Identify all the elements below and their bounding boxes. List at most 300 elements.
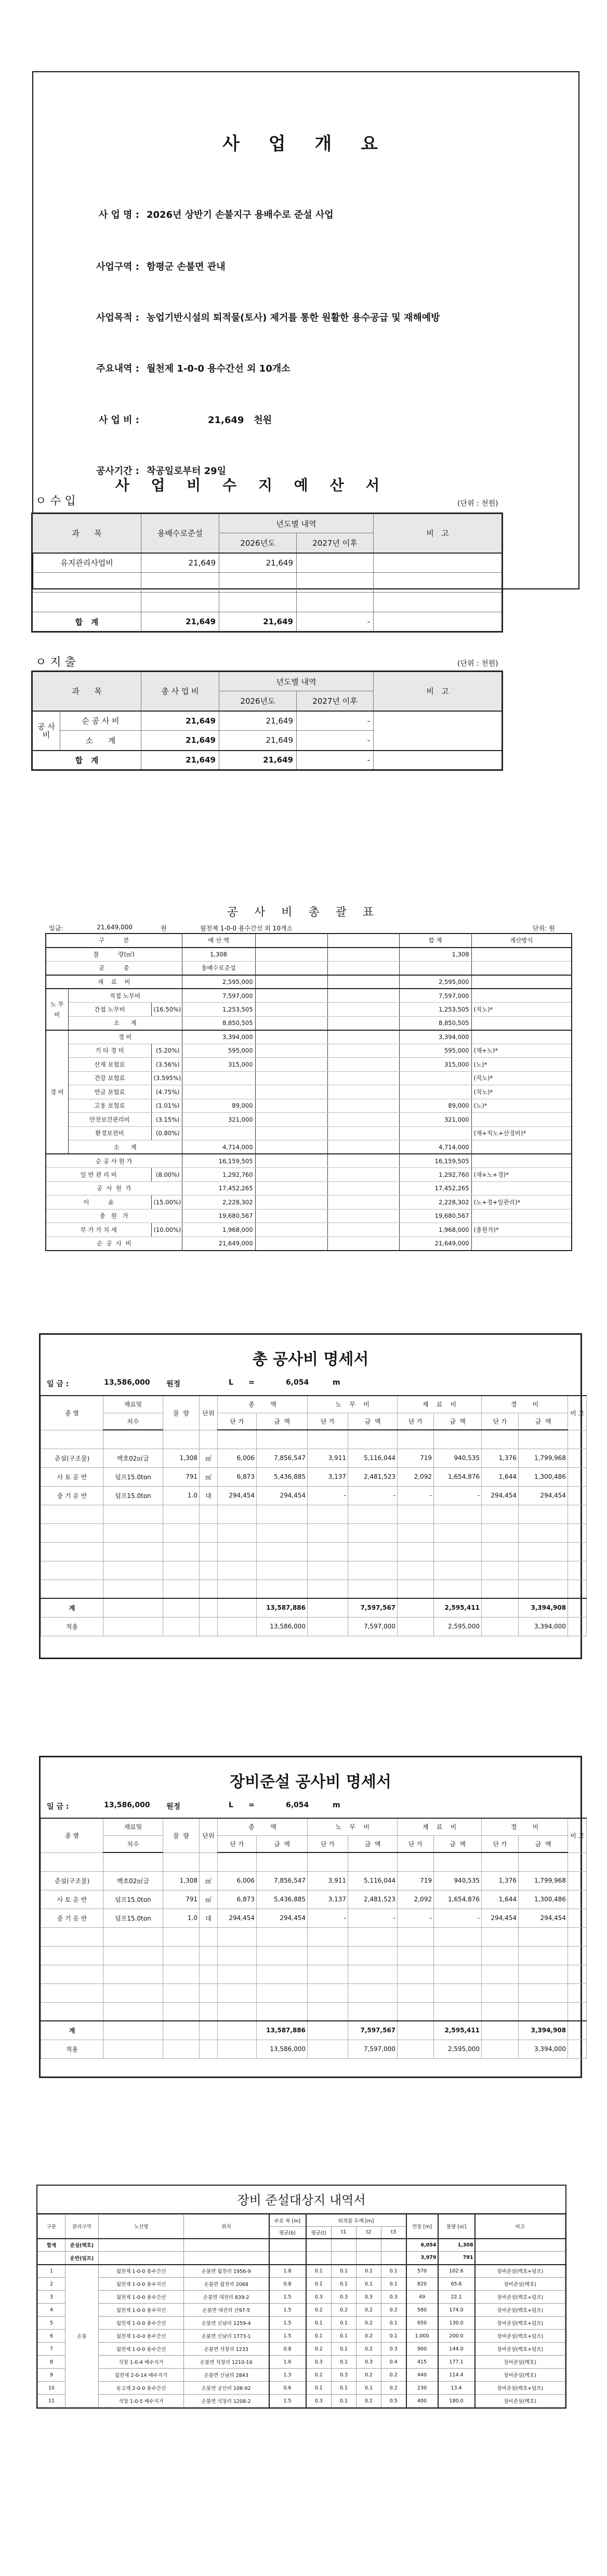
empty-cell	[257, 1523, 308, 1542]
empty-cell	[218, 1965, 257, 1983]
row-rate: (1.01%)	[151, 1099, 182, 1113]
empty-cell	[348, 1505, 398, 1523]
cell-b: 0.6	[269, 2382, 306, 2395]
cell-t: 0.2	[306, 2304, 332, 2317]
row-label: 기 타 경 비	[68, 1044, 151, 1058]
cell-t: 0.2	[306, 2369, 332, 2382]
cell-m-amt: 2,595,000	[434, 2040, 482, 2058]
cell-amount: 21,649	[141, 751, 219, 770]
summary-row	[46, 961, 572, 975]
empty-cell	[41, 1561, 103, 1580]
cell-t-amt: 294,454	[257, 1909, 308, 1927]
header-size: 치수	[103, 1413, 163, 1430]
cell-zone: 손불	[65, 2265, 99, 2408]
cell-volume: 1,308	[438, 2239, 475, 2252]
empty-cell	[398, 1561, 434, 1580]
cell-2026: 21,649	[219, 612, 297, 632]
target-row	[38, 2317, 565, 2330]
row-total: 7,597,000	[399, 989, 471, 1003]
empty-cell	[519, 2002, 568, 2021]
empty-cell	[257, 1505, 308, 1523]
empty-cell	[257, 1965, 308, 1983]
spec-title: 장비준설 공사비 명세서	[230, 1773, 391, 1791]
row-budget: 1,292,760	[182, 1168, 255, 1182]
cell-m-amt: 2,595,411	[434, 1598, 482, 1617]
cell-length: 650	[406, 2317, 438, 2330]
row-budget: 595,000	[182, 1044, 255, 1058]
empty-cell	[163, 1983, 200, 2002]
cell-m-amt: 940,535	[434, 1449, 482, 1467]
row-budget: 7,597,000	[182, 989, 255, 1003]
spec-title: 총 공사비 명세서	[252, 1350, 369, 1369]
empty-cell	[482, 2040, 519, 2058]
empty-cell	[255, 1237, 327, 1251]
cell-length: 440	[406, 2369, 438, 2382]
cell-note	[374, 553, 503, 573]
row-budget: 용배수로준설	[182, 961, 255, 975]
cell-no: 11	[38, 2395, 65, 2408]
cell-t-up: 294,454	[218, 1486, 257, 1505]
summary-title: 공 사 비 총 괄 표	[227, 906, 380, 919]
empty-cell	[398, 1580, 434, 1598]
cell-b: 1.5	[269, 2330, 306, 2343]
empty-cell	[163, 1598, 200, 1617]
empty-cell	[434, 1430, 482, 1449]
cell-amount: 21,649	[141, 612, 219, 632]
header-t3: t3	[381, 2227, 406, 2239]
empty-cell	[218, 1561, 257, 1580]
empty-cell	[327, 1195, 399, 1210]
cell-t: 0.1	[306, 2278, 332, 2291]
cell-e-up: 1,376	[482, 1871, 519, 1890]
empty-cell	[568, 1983, 587, 2002]
amount-label: 일 금 :	[47, 1380, 69, 1388]
target-row	[38, 2395, 565, 2408]
cell-note: 장비준설(백호+덤프)	[475, 2382, 565, 2395]
row-label: 계	[41, 1598, 103, 1617]
row-rate: (5.20%)	[151, 1044, 182, 1058]
length-unit: m	[333, 1801, 340, 1809]
summary-row	[46, 1195, 572, 1210]
cell-length: 415	[406, 2356, 438, 2369]
empty-cell	[348, 1927, 398, 1946]
cell-volume: 65.6	[438, 2278, 475, 2291]
header-amount: 금 액	[257, 1835, 308, 1852]
empty-cell	[163, 2021, 200, 2040]
cell-t-up: 6,006	[218, 1449, 257, 1467]
cell-l-up: 3,911	[308, 1449, 348, 1467]
empty-cell	[308, 1523, 348, 1542]
empty-cell	[255, 1044, 327, 1058]
empty-cell	[308, 1505, 348, 1523]
header-unit-price: 단 가	[398, 1413, 434, 1430]
empty-cell	[482, 1946, 519, 1965]
empty-cell	[255, 1016, 327, 1030]
cell-m-up: 719	[398, 1449, 434, 1467]
empty-cell	[332, 2239, 357, 2252]
row-total	[399, 1085, 471, 1099]
cell-route: 월천제 1-0-0 용수지선	[99, 2278, 184, 2291]
cell-length: 49	[406, 2291, 438, 2304]
summary-table	[45, 933, 572, 1251]
cell-no: 4	[38, 2304, 65, 2317]
spec-empty-row	[41, 1505, 587, 1523]
row-total: 19,680,567	[399, 1209, 471, 1223]
cell-e-amt: 1,799,968	[519, 1871, 568, 1890]
cell-amount: 21,649	[141, 731, 219, 751]
header-qty: 물 량	[163, 1818, 200, 1852]
empty-cell	[327, 1058, 399, 1072]
cell-b: 0.8	[269, 2278, 306, 2291]
cell-t2: 0.2	[357, 2369, 381, 2382]
spec-row	[41, 1871, 587, 1890]
cell-volume: 114.4	[438, 2369, 475, 2382]
header-2026: 2026년도	[219, 691, 297, 711]
cell-note	[568, 1449, 587, 1467]
empty-cell	[218, 1852, 257, 1871]
header-amount: 금 액	[434, 1835, 482, 1852]
cell-b: 1.3	[269, 2369, 306, 2382]
empty-cell	[269, 2252, 306, 2265]
empty-cell	[103, 1523, 163, 1542]
spec-table	[41, 1818, 587, 2059]
empty-cell	[218, 1598, 257, 1617]
cell-t-amt: 13,587,886	[257, 2021, 308, 2040]
cell-t-up: 6,873	[218, 1890, 257, 1909]
empty-cell	[200, 1580, 218, 1598]
empty-cell	[357, 2252, 381, 2265]
row-total: 2,595,000	[399, 975, 471, 989]
cell-l-amt: -	[348, 1909, 398, 1927]
empty-cell	[200, 1505, 218, 1523]
cell-no: 1	[38, 2265, 65, 2278]
cell-e-amt: 1,300,486	[519, 1467, 568, 1486]
spec-empty-row	[41, 2002, 587, 2021]
row-budget: 1,253,505	[182, 1003, 255, 1017]
cell-spec: 덤프15.0ton	[103, 1909, 163, 1927]
header-no: 구분	[38, 2215, 65, 2239]
cell-t-amt: 13,587,886	[257, 1598, 308, 1617]
empty-cell	[103, 1852, 163, 1871]
empty-cell	[519, 1523, 568, 1542]
cell-no: 2	[38, 2278, 65, 2291]
spec-row	[41, 1486, 587, 1505]
header-note: 비 고	[568, 1396, 587, 1430]
cell-t1: 0.1	[332, 2317, 357, 2330]
empty-cell	[568, 1542, 587, 1561]
header-size: 치수	[103, 1835, 163, 1852]
cell-l-up: 3,911	[308, 1871, 348, 1890]
cell-volume: 200.0	[438, 2330, 475, 2343]
empty-cell	[41, 1927, 103, 1946]
empty-cell	[332, 2252, 357, 2265]
empty-cell	[200, 1946, 218, 1965]
table-row	[32, 593, 503, 612]
target-row	[38, 2304, 565, 2317]
row-total: 321,000	[399, 1113, 471, 1127]
spec-amount-line	[41, 1374, 580, 1395]
cell-l-amt: 5,116,044	[348, 1871, 398, 1890]
summary-row	[46, 1209, 572, 1223]
empty-cell	[103, 1598, 163, 1617]
header-unit: 단위	[200, 1396, 218, 1430]
empty-cell	[434, 1983, 482, 2002]
empty-cell	[41, 1983, 103, 2002]
empty-cell	[348, 1852, 398, 1871]
cell-note	[374, 612, 503, 632]
empty-cell	[99, 2239, 184, 2252]
summary-row	[46, 1016, 572, 1030]
empty-cell	[163, 1852, 200, 1871]
cell-l-amt: 2,481,523	[348, 1467, 398, 1486]
empty-cell	[327, 1223, 399, 1237]
cell-m-up: 2,092	[398, 1467, 434, 1486]
empty-cell	[327, 1181, 399, 1195]
empty-cell	[255, 975, 327, 989]
field-value: 농업기반시설의 퇴적물(토사) 제거를 통한 원활한 용수공급 및 재해예방	[147, 312, 440, 323]
empty-cell	[568, 1852, 587, 1871]
cell-t: 0.2	[306, 2343, 332, 2356]
empty-cell	[103, 2002, 163, 2021]
cell-l-up: 3,137	[308, 1890, 348, 1909]
cell-m-amt: 2,595,411	[434, 2021, 482, 2040]
income-unit-label: (단위 : 천원)	[457, 500, 498, 508]
empty-cell	[327, 948, 399, 962]
empty-cell	[257, 1852, 308, 1871]
cell-m-amt: -	[434, 1909, 482, 1927]
header-amount: 금 액	[434, 1413, 482, 1430]
cell-subject: 합 계	[32, 751, 141, 770]
empty-cell	[255, 961, 327, 975]
cell-e-amt: 294,454	[519, 1909, 568, 1927]
empty-cell	[519, 1965, 568, 1983]
cell-length: 820	[406, 2278, 438, 2291]
applied-row	[41, 1617, 587, 1636]
empty-cell	[255, 1126, 327, 1140]
cell-note	[568, 2021, 587, 2040]
empty-cell	[200, 1523, 218, 1542]
cell-b: 1.5	[269, 2291, 306, 2304]
table-row	[32, 553, 503, 573]
empty-cell	[163, 1580, 200, 1598]
row-label: 부 가 가 치 세	[46, 1223, 151, 1237]
empty-cell	[308, 1598, 348, 1617]
row-budget: 2,595,000	[182, 975, 255, 989]
empty-cell	[327, 961, 399, 975]
empty-cell	[255, 1154, 327, 1168]
cell-2027: -	[297, 711, 374, 731]
empty-cell	[306, 2239, 332, 2252]
row-label: 순 공 사 비	[46, 1237, 182, 1251]
empty-cell	[327, 1003, 399, 1017]
cell-l-amt: 2,481,523	[348, 1890, 398, 1909]
cell-amount: 21,649	[141, 553, 219, 573]
cell-qty: 1.0	[163, 1909, 200, 1927]
empty-cell	[568, 1561, 587, 1580]
summary-row	[46, 948, 572, 962]
empty-cell	[482, 1852, 519, 1871]
empty-cell	[568, 1505, 587, 1523]
overview-title: 사 업 개 요	[222, 134, 389, 154]
cell-m-amt: 1,654,876	[434, 1890, 482, 1909]
empty-cell	[519, 1505, 568, 1523]
empty-cell	[103, 1580, 163, 1598]
cell-e-up: 294,454	[482, 1909, 519, 1927]
amount-value: 21,649,000	[97, 924, 133, 931]
cell-2026: 21,649	[219, 553, 297, 573]
cell-t3: 0.1	[381, 2330, 406, 2343]
cell-location: 손불면 신남리 1773-1	[184, 2330, 269, 2343]
row-total: 8,850,505	[399, 1016, 471, 1030]
empty-cell	[41, 1852, 103, 1871]
amount-unit: 원	[161, 925, 167, 932]
empty-cell	[308, 1965, 348, 1983]
row-total	[399, 1071, 471, 1085]
cell-t1: 0.1	[332, 2278, 357, 2291]
empty-cell	[327, 1113, 399, 1127]
empty-cell	[41, 1542, 103, 1561]
header-unit-price: 단 가	[482, 1835, 519, 1852]
empty-cell	[255, 1209, 327, 1223]
cell-t: 0.3	[306, 2395, 332, 2408]
row-total	[399, 961, 471, 975]
cell-m-amt: 940,535	[434, 1871, 482, 1890]
empty-cell	[163, 1542, 200, 1561]
cell-no: 8	[38, 2356, 65, 2369]
summary-row	[46, 1140, 572, 1154]
cell-t-amt: 13,586,000	[257, 2040, 308, 2058]
expense-table	[31, 671, 503, 771]
dredging-target-list	[36, 2185, 566, 2409]
field-value: 착공일로부터 29일	[147, 466, 227, 477]
header-2027: 2027년 이후	[297, 533, 374, 553]
empty-cell	[99, 2252, 184, 2265]
amount-label: 일 금 :	[47, 1803, 69, 1811]
empty-cell	[348, 1983, 398, 2002]
cell-l-up: 3,137	[308, 1467, 348, 1486]
empty-cell	[103, 1946, 163, 1965]
length-label: L =	[229, 1801, 255, 1809]
cell-location: 손불면 석창리 1233	[184, 2343, 269, 2356]
target-list-title: 장비 준설대상지 내역서	[37, 2186, 565, 2214]
cell-m-up: -	[398, 1486, 434, 1505]
empty-cell	[434, 1965, 482, 1983]
empty-cell	[398, 1598, 434, 1617]
cell-e-amt: 1,799,968	[519, 1449, 568, 1467]
empty-cell	[218, 1505, 257, 1523]
header-volume: 물량 [㎥]	[438, 2215, 475, 2239]
field-value: 2026년 상반기 손불지구 용배수로 준설 사업	[147, 209, 334, 220]
cell-e-up: 1,376	[482, 1449, 519, 1467]
empty-cell	[482, 1523, 519, 1542]
empty-cell	[519, 1580, 568, 1598]
empty-cell	[218, 1580, 257, 1598]
length-unit: m	[333, 1378, 340, 1387]
cell-t-amt: 13,586,000	[257, 1617, 308, 1636]
empty-cell	[482, 2002, 519, 2021]
cell-t2: 0.2	[357, 2317, 381, 2330]
cell-2027: -	[297, 612, 374, 632]
empty-cell	[327, 989, 399, 1003]
cell-m-amt: -	[434, 1486, 482, 1505]
empty-cell	[519, 1542, 568, 1561]
cell-note: 장비준설(백호+덤프)	[475, 2291, 565, 2304]
spec-empty-row	[41, 1927, 587, 1946]
empty-cell	[308, 1927, 348, 1946]
empty-cell	[434, 1852, 482, 1871]
empty-cell	[257, 1430, 308, 1449]
summary-row	[46, 975, 572, 989]
header-material-cost: 재 료 비	[398, 1818, 482, 1835]
target-row	[38, 2343, 565, 2356]
length-value: 6,054	[286, 1378, 309, 1387]
empty-cell	[327, 1085, 399, 1099]
empty-cell	[308, 1430, 348, 1449]
cell-volume: 180.0	[438, 2395, 475, 2408]
cell-b: 1.5	[269, 2395, 306, 2408]
cell-b: 1.5	[269, 2304, 306, 2317]
header-total-budget: 총 사 업 비	[141, 672, 219, 711]
header-t2: t2	[357, 2227, 381, 2239]
empty-cell	[103, 1430, 163, 1449]
cell-note	[568, 1871, 587, 1890]
row-total: 1,253,505	[399, 1003, 471, 1017]
row-total: 3,394,000	[399, 1030, 471, 1044]
cell-kind: 준설(구조물)	[41, 1871, 103, 1890]
overview-row-purpose	[78, 310, 440, 324]
row-rate: (3.595%)	[151, 1071, 182, 1085]
empty-cell	[41, 2002, 103, 2021]
empty-cell	[218, 1946, 257, 1965]
cell-no: 7	[38, 2343, 65, 2356]
cell-e-amt: 1,300,486	[519, 1890, 568, 1909]
header-amount: 금 액	[519, 1835, 568, 1852]
empty-cell	[519, 1983, 568, 2002]
cell-note	[374, 711, 503, 751]
empty-cell	[482, 1542, 519, 1561]
empty-cell	[255, 1168, 327, 1182]
empty-cell	[308, 1617, 348, 1636]
row-method	[471, 1016, 572, 1030]
cell-location: 손불면 월천리 2068	[184, 2278, 269, 2291]
spec-empty-row	[41, 1852, 587, 1871]
empty-cell	[348, 1946, 398, 1965]
row-method	[471, 961, 572, 975]
header-total: 합 계	[399, 934, 471, 948]
spec-header-row	[41, 1396, 587, 1413]
empty-cell	[568, 1523, 587, 1542]
row-method: (노)*	[471, 1058, 572, 1072]
cell-e-amt: 3,394,908	[519, 1598, 568, 1617]
cell-subject: 합 계	[32, 612, 141, 632]
cell-b: 1.5	[269, 2317, 306, 2330]
cell-route: 월천제 1-0-0 용수간선	[99, 2330, 184, 2343]
row-method	[471, 948, 572, 962]
total-row	[32, 612, 503, 632]
row-method: (직노)*	[471, 1085, 572, 1099]
header-labor: 노 무 비	[308, 1396, 398, 1413]
empty-cell	[398, 1505, 434, 1523]
empty-cell	[327, 1099, 399, 1113]
summary-row	[46, 1154, 572, 1168]
spec-row	[41, 1890, 587, 1909]
cell-location: 손불면 대전리 산97-5	[184, 2304, 269, 2317]
cell-t1: 0.1	[332, 2382, 357, 2395]
empty-cell	[434, 2002, 482, 2021]
empty-cell	[348, 1965, 398, 1983]
cell-kind: 중 기 운 반	[41, 1486, 103, 1505]
empty-cell	[163, 1430, 200, 1449]
